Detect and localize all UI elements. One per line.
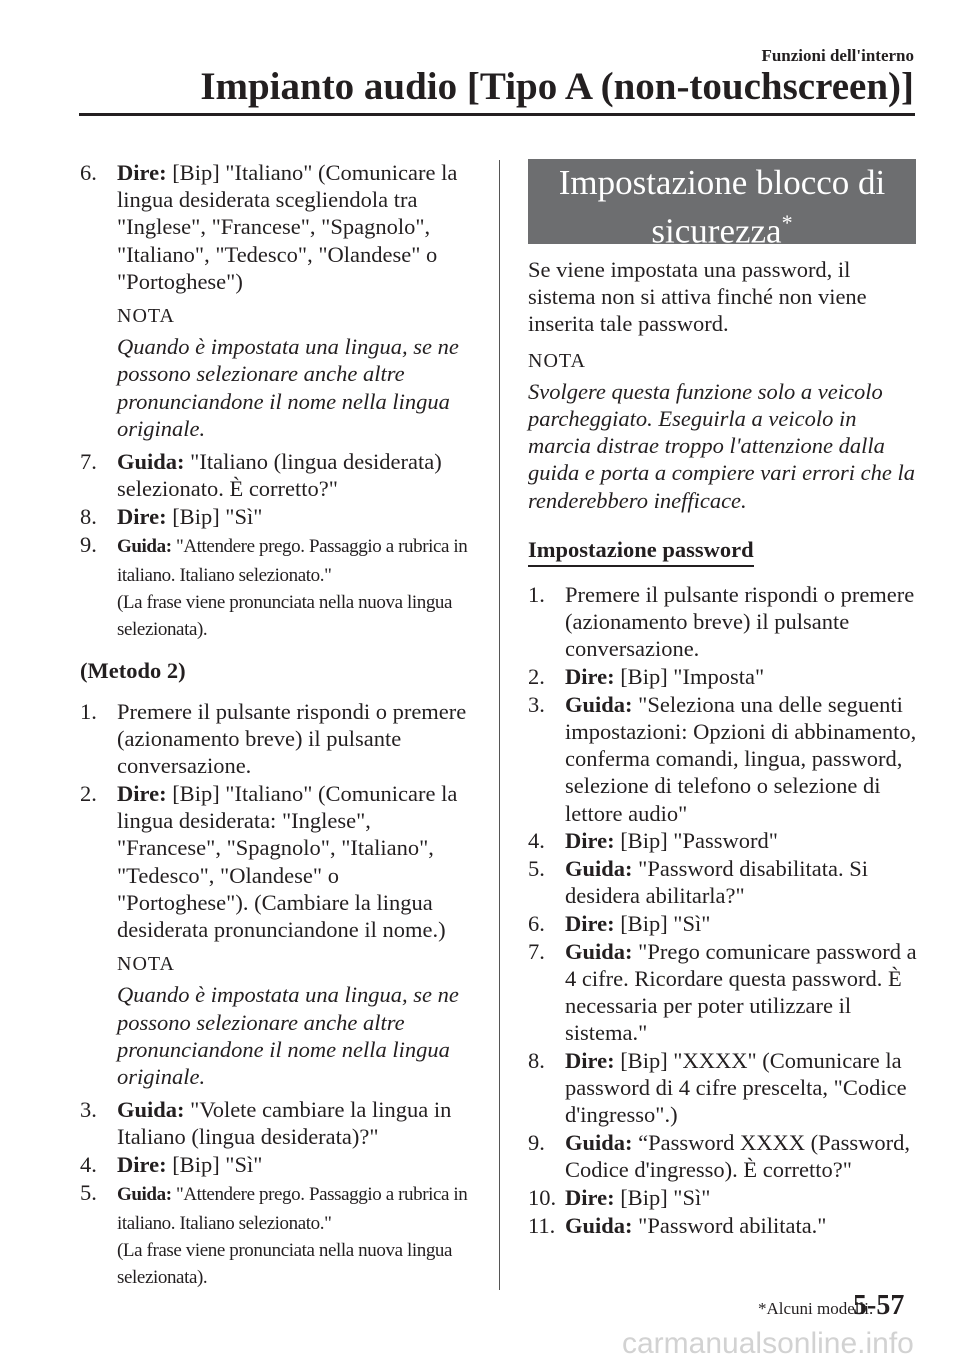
section-banner xyxy=(528,159,916,251)
step-number: 8. xyxy=(528,1047,545,1073)
method-step-1 xyxy=(80,698,470,780)
step-role: Dire: xyxy=(117,503,167,529)
step-number: 2. xyxy=(80,780,97,806)
step-role: Dire: xyxy=(565,1185,615,1210)
step-role: Guida: xyxy=(117,1183,172,1205)
nota-text: Svolgere questa funzione solo a veicolo parcheggiato. Eseguirla a veicolo in marcia distrae troppo l'attenzione dalla guida e porta a compiere vari errori che la renderebbero inefficace. xyxy=(528,378,916,513)
step-text: "Prego comunicare password a 4 cifre. Ricordare questa password. È necessaria per poter utilizzare il sistema." xyxy=(565,938,917,1046)
pw-step-11 xyxy=(528,1212,920,1239)
nota-label: NOTA xyxy=(528,349,586,372)
intro-paragraph: Se viene impostata una password, il sistema non si attiva finché non viene inserita tale password. xyxy=(528,257,867,337)
step-role: Dire: xyxy=(565,828,615,854)
pw-step-6 xyxy=(528,910,920,937)
step-text: [Bip] "Sì" xyxy=(614,910,711,936)
method-step-2 xyxy=(80,780,470,943)
method-step-3 xyxy=(80,1096,470,1150)
step-role: Dire: xyxy=(117,160,167,185)
method-step-5 xyxy=(80,1179,470,1291)
nota-block xyxy=(117,951,470,1090)
step-number: 7. xyxy=(80,449,97,475)
nota-text: Quando è impostata una lingua, se ne possono selezionare anche altre pronunciandone il nome nella lingua originale. xyxy=(117,982,459,1089)
pw-step-10 xyxy=(528,1184,920,1211)
step-number: 10. xyxy=(528,1185,557,1210)
nota-text: Quando è impostata una lingua, se ne possono selezionare anche altre pronunciandone il nome nella lingua originale. xyxy=(117,334,459,441)
step-role: Dire: xyxy=(565,910,615,936)
subheading: Impostazione password xyxy=(528,536,754,567)
step-text: [Bip] "Password" xyxy=(614,828,778,854)
step-role: Guida: xyxy=(117,535,172,557)
step-text: [Bip] "Sì" xyxy=(166,1152,263,1178)
pw-step-1 xyxy=(528,581,920,663)
pw-step-2 xyxy=(528,663,920,690)
step-text: Premere il pulsante rispondi o premere (azionamento breve) il pulsante conversazione. xyxy=(565,582,915,662)
step-note: (La frase viene pronunciata nella nuova lingua selezionata). xyxy=(117,1239,453,1288)
step-7 xyxy=(80,448,470,502)
section-title: Funzioni dell'interno xyxy=(761,46,914,65)
step-role: Guida: xyxy=(565,1212,633,1238)
step-number: 3. xyxy=(80,1097,97,1123)
step-number: 6. xyxy=(80,160,97,185)
step-role: Guida: xyxy=(565,1130,633,1156)
pw-step-5 xyxy=(528,855,920,909)
step-number: 7. xyxy=(528,938,545,964)
step-text: Premere il pulsante rispondi o premere (azionamento breve) il pulsante conversazione. xyxy=(117,698,467,779)
step-8 xyxy=(80,503,470,530)
step-role: Guida: xyxy=(565,856,633,882)
step-text: [Bip] "Sì" xyxy=(614,1185,711,1210)
footnote: *Alcuni modelli. xyxy=(758,1299,874,1318)
step-role: Dire: xyxy=(565,664,615,690)
pw-step-7 xyxy=(528,938,920,1047)
nota-label: NOTA xyxy=(117,953,175,976)
step-number: 2. xyxy=(528,664,545,690)
step-role: Guida: xyxy=(117,449,185,475)
step-number: 5. xyxy=(528,856,545,882)
banner-asterisk: * xyxy=(781,210,793,235)
step-text: “Password XXXX (Password, Codice d'ingresso). È corretto?" xyxy=(565,1130,911,1183)
method-heading: (Metodo 2) xyxy=(80,657,186,683)
step-text: "Attendere prego. Passaggio a rubrica in italiano. Italiano selezionato." xyxy=(117,535,468,586)
banner-line-1: Impostazione blocco di xyxy=(558,163,886,202)
method-step-4 xyxy=(80,1151,470,1178)
step-text: [Bip] "Sì" xyxy=(166,503,263,529)
step-number: 6. xyxy=(528,910,545,936)
step-text: "Seleziona una delle seguenti impostazioni: Opzioni di abbinamento, conferma comandi, lingua, password, selezione di telefono o selezione di lettore audio" xyxy=(565,691,917,826)
step-text: [Bip] "XXXX" (Comunicare la password di 4 cifre prescelta, "Codice d'ingresso".) xyxy=(565,1047,907,1128)
step-9 xyxy=(80,531,470,643)
banner-line-2: sicurezza xyxy=(651,211,782,251)
step-text: "Italiano (lingua desiderata) selezionato. È corretto?" xyxy=(117,449,442,502)
step-6 xyxy=(80,159,470,295)
page-title: Impianto audio [Tipo A (non-touchscreen)] xyxy=(200,65,914,108)
step-role: Dire: xyxy=(565,1047,615,1073)
step-role: Guida: xyxy=(565,938,633,964)
step-text: [Bip] "Italiano" (Comunicare la lingua desiderata: "Inglese", "Francese", "Spagnolo", "Italiano", "Tedesco", "Olandese" o "Portoghese"). (Cambiare la lingua desiderata pronunciandone il nome.) xyxy=(117,780,458,942)
step-text: "Volete cambiare la lingua in Italiano (lingua desiderata)?" xyxy=(117,1097,452,1150)
watermark: carmanualsonline.info xyxy=(622,1327,914,1360)
step-number: 4. xyxy=(528,828,545,854)
left-column xyxy=(80,159,470,1291)
step-number: 9. xyxy=(80,531,97,557)
nota-label: NOTA xyxy=(117,305,175,328)
step-role: Guida: xyxy=(565,691,633,717)
step-text: "Password abilitata." xyxy=(632,1212,827,1238)
nota-block xyxy=(528,348,920,514)
nota-block xyxy=(117,303,470,442)
step-text: "Password disabilitata. Si desidera abilitarla?" xyxy=(565,856,868,909)
step-text: "Attendere prego. Passaggio a rubrica in italiano. Italiano selezionato." xyxy=(117,1183,468,1234)
header-rule xyxy=(79,113,915,116)
step-number: 8. xyxy=(80,503,97,529)
step-number: 3. xyxy=(528,691,545,717)
step-number: 4. xyxy=(80,1152,97,1178)
pw-step-3 xyxy=(528,691,920,827)
step-number: 5. xyxy=(80,1179,97,1205)
step-note: (La frase viene pronunciata nella nuova lingua selezionata). xyxy=(117,591,453,640)
pw-step-9 xyxy=(528,1129,920,1183)
pw-step-4 xyxy=(528,827,920,854)
right-column xyxy=(528,159,920,1239)
step-number: 11. xyxy=(528,1212,556,1238)
step-text: [Bip] "Imposta" xyxy=(614,664,765,690)
step-number: 9. xyxy=(528,1130,545,1156)
step-number: 1. xyxy=(528,582,545,608)
step-role: Guida: xyxy=(117,1097,185,1123)
page-number: 5-57 xyxy=(853,1290,905,1321)
pw-step-8 xyxy=(528,1047,920,1129)
column-divider xyxy=(499,160,500,1290)
step-role: Dire: xyxy=(117,780,167,806)
step-role: Dire: xyxy=(117,1152,167,1178)
step-text: [Bip] "Italiano" (Comunicare la lingua desiderata scegliendola tra "Inglese", "Francese", "Spagnolo", "Italiano", "Tedesco", "Olandese" o "Portoghese") xyxy=(117,160,458,294)
step-number: 1. xyxy=(80,698,97,724)
